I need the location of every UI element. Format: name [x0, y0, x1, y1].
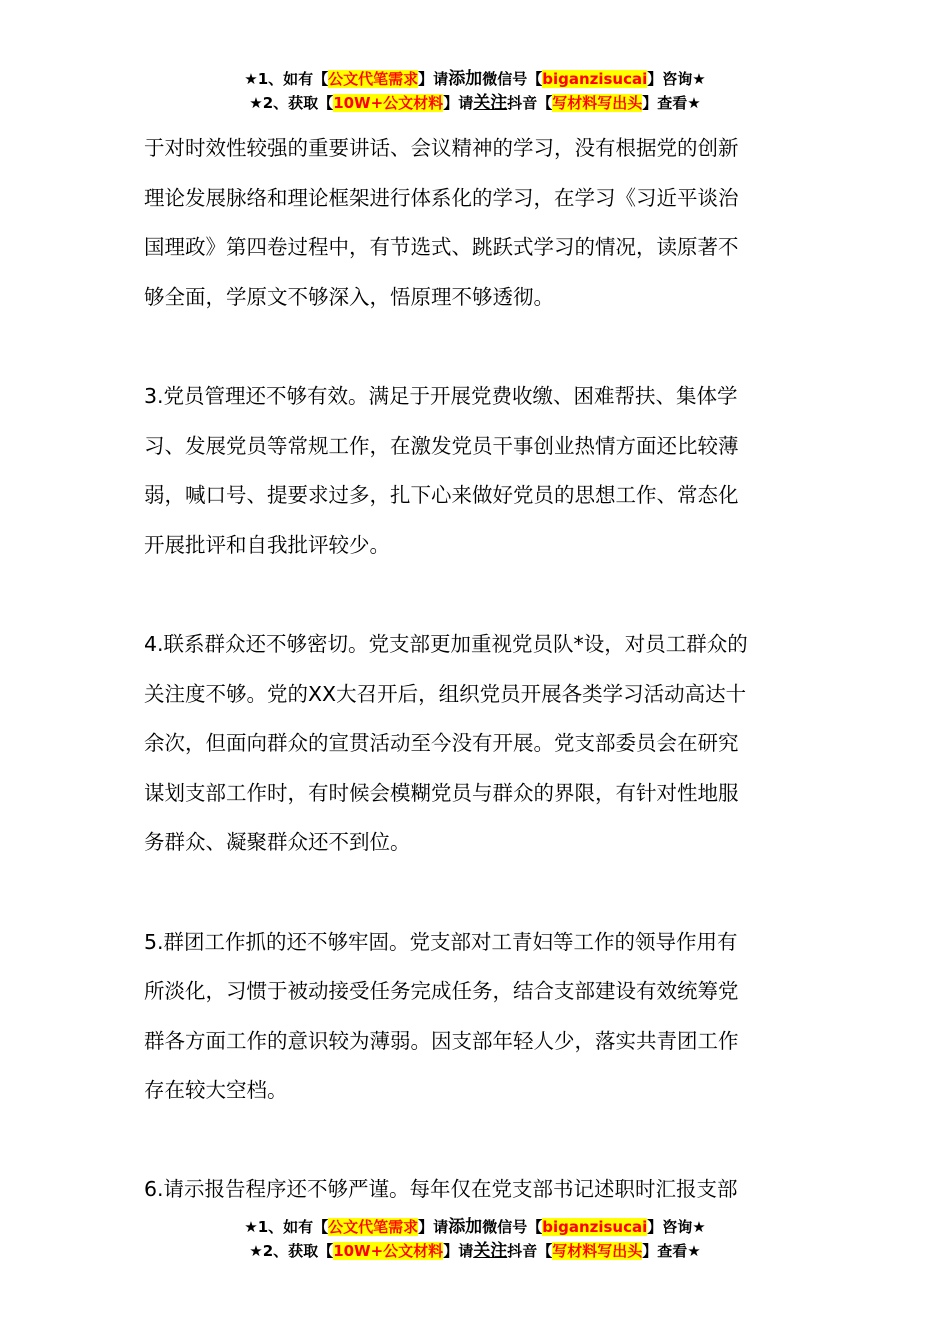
banner-line-2: ★2、获取【10W+公文材料】请关注抖音【写材料写出头】查看★ — [249, 1241, 701, 1261]
highlight-materials: 10W+公文材料 — [333, 1242, 444, 1260]
star-icon: ★ — [249, 1242, 263, 1260]
highlight-need: 公文代笔需求 — [328, 70, 419, 88]
star-icon: ★ — [687, 1242, 701, 1260]
banner-line-2: ★2、获取【10W+公文材料】请关注抖音【写材料写出头】查看★ — [249, 93, 701, 113]
paragraph-4: 4.联系群众还不够密切。党支部更加重视党员队*设，对员工群众的 关注度不够。党的XX大召开后，组织党员开展各类学习活动高达十 余次，但面向群众的宣贯活动至今没有开展。党支部委员会在研究 谋划支部工作时，有时候会模糊党员与群众的界限，有针对性地服 务群众、凝聚群众还不到位。 — [144, 631, 748, 855]
star-icon: ★ — [692, 1218, 706, 1236]
highlight-douyin: 写材料写出头 — [552, 1242, 643, 1260]
paragraph-intro: 于对时效性较强的重要讲话、会议精神的学习，没有根据党的创新 理论发展脉络和理论框架进行体系化的学习，在学习《习近平谈治 国理政》第四卷过程中，有节选式、跳跃式学习的情况，读原著不 够全面，学原文不够深入，悟原理不够透彻。 — [144, 136, 739, 309]
highlight-douyin: 写材料写出头 — [552, 94, 643, 112]
star-icon: ★ — [244, 70, 258, 88]
highlight-wechat-id: biganzisucai — [542, 70, 648, 88]
paragraph-5: 5.群团工作抓的还不够牢固。党支部对工青妇等工作的领导作用有 所淡化，习惯于被动接受任务完成任务，结合支部建设有效统筹党 群各方面工作的意识较为薄弱。因支部年轻人少，落实共青团工作 存在较大空档。 — [144, 929, 739, 1103]
star-icon: ★ — [249, 94, 263, 112]
highlight-wechat-id: biganzisucai — [542, 1218, 648, 1236]
star-icon: ★ — [687, 94, 701, 112]
header-banner — [0, 67, 950, 115]
star-icon: ★ — [692, 70, 706, 88]
banner-line-1: ★1、如有【公文代笔需求】请添加微信号【biganzisucai】咨询★ — [244, 69, 706, 89]
paragraph-3: 3.党员管理还不够有效。满足于开展党费收缴、困难帮扶、集体学 习、发展党员等常规工作，在激发党员干事创业热情方面还比较薄 弱，喊口号、提要求过多，扎下心来做好党员的思想工作、常态化 开展批评和自我批评较少。 — [144, 383, 739, 557]
banner-line-1: ★1、如有【公文代笔需求】请添加微信号【biganzisucai】咨询★ — [244, 1217, 706, 1237]
footer-banner — [0, 1215, 950, 1263]
highlight-materials: 10W+公文材料 — [333, 94, 444, 112]
highlight-need: 公文代笔需求 — [328, 1218, 419, 1236]
paragraph-6: 6.请示报告程序还不够严谨。每年仅在党支部书记述职时汇报支部 — [144, 1177, 738, 1202]
star-icon: ★ — [244, 1218, 258, 1236]
document-body — [144, 124, 810, 1215]
